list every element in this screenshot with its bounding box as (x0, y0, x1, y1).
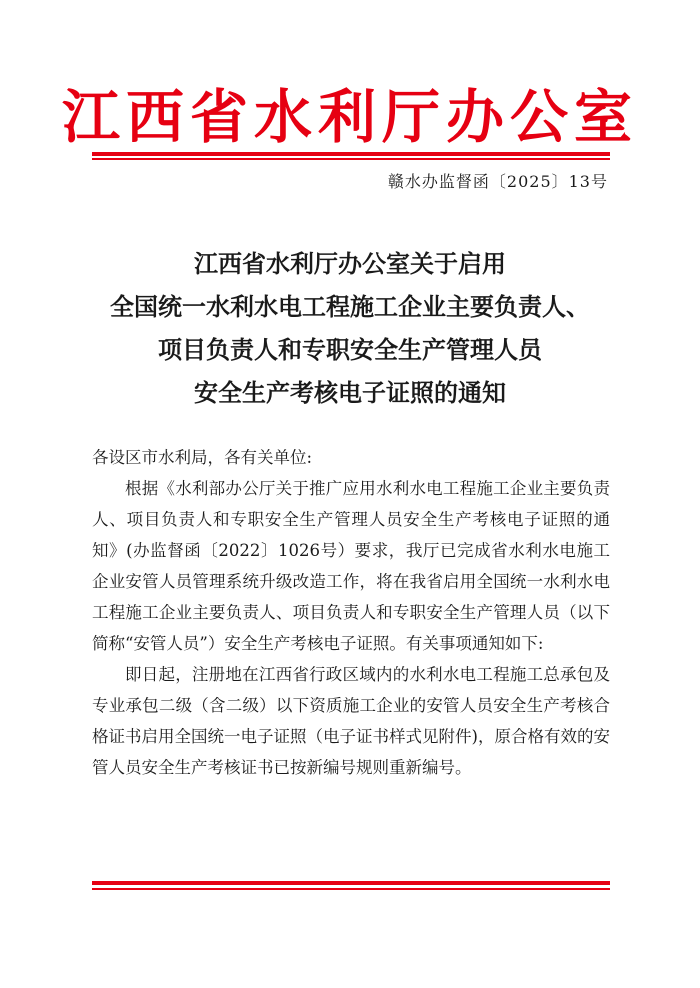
document-body (92, 442, 610, 783)
document-title (60, 242, 640, 414)
document-number: 赣水办监督函〔2025〕13号 (387, 172, 608, 191)
body-paragraph: 即日起，注册地在江西省行政区域内的水利水电工程施工总承包及专业承包二级（含二级）以下资质施工企业的安管人员安全生产考核合格证书启用全国统一电子证照（电子证书样式见附件)，原合格有效的安管人员安全生产考核证书已按新编号规则重新编号。 (92, 665, 610, 777)
footer-rule-thin (92, 888, 610, 890)
title-line: 江西省水利厅办公室关于启用 (194, 249, 506, 278)
salutation: 各设区市水利局，各有关单位: (92, 448, 313, 467)
footer-rule-thick (92, 881, 610, 885)
title-line: 安全生产考核电子证照的通知 (194, 378, 506, 407)
title-line: 全国统一水利水电工程施工企业主要负责人、 (110, 292, 590, 321)
header-rule-thick (92, 152, 610, 156)
header-rule-thin (92, 158, 610, 160)
issuer-title: 江西省水利厅办公室 (61, 83, 638, 151)
title-line: 项目负责人和专职安全生产管理人员 (158, 335, 542, 364)
body-paragraph: 根据《水利部办公厅关于推广应用水利水电工程施工企业主要负责人、项目负责人和专职安全生产管理人员安全生产考核电子证照的通知》(办监督函〔2022〕1026号）要求，我厅已完成省水利水电施工企业安管人员管理系统升级改造工作，将在我省启用全国统一水利水电工程施工企业主要负责人、项目负责人和专职安全生产管理人员（以下简称“安管人员”）安全生产考核电子证照。有关事项通知如下: (92, 479, 610, 653)
